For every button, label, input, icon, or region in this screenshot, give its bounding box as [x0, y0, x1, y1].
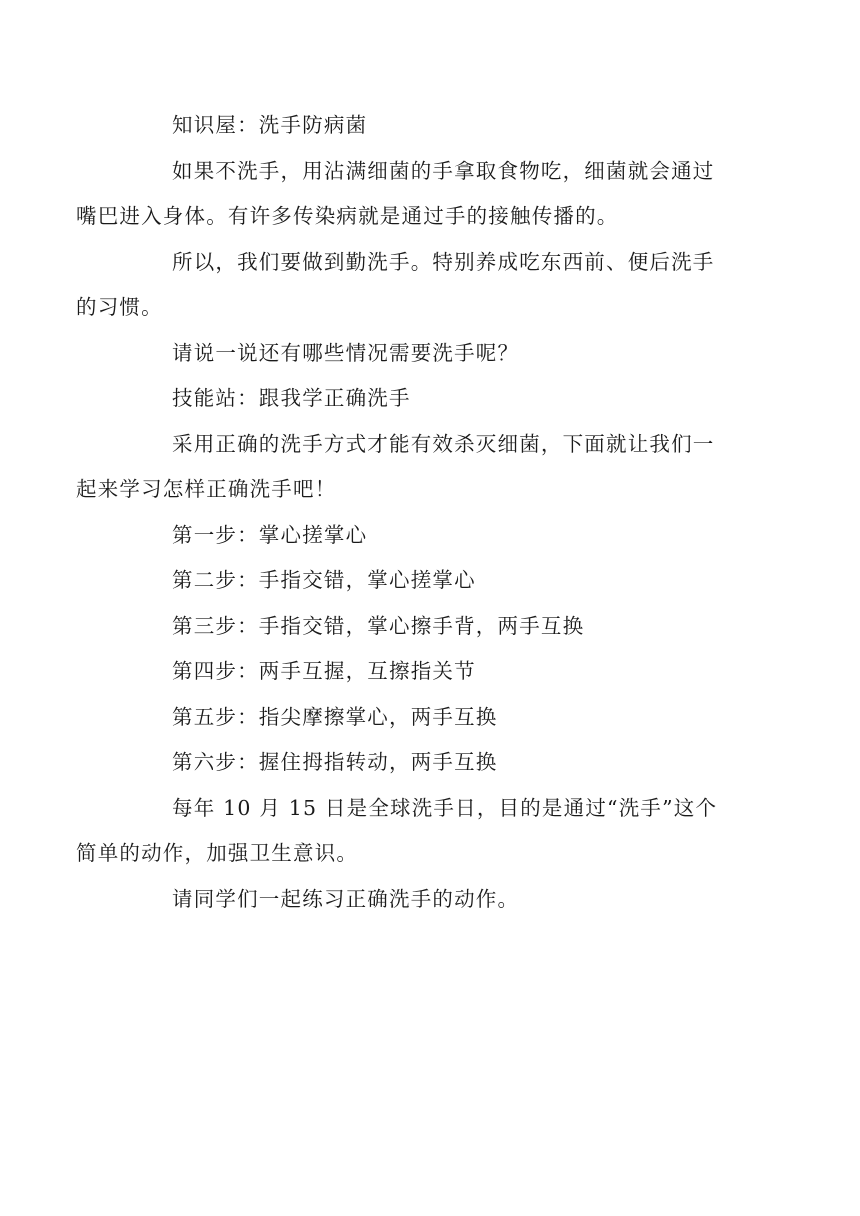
paragraph-handwashing-day: [76, 786, 748, 877]
heading-skill: [124, 376, 748, 422]
heading-knowledge: [124, 103, 748, 149]
text-line: 如果不洗手，用沾满细菌的手拿取食物吃，细菌就会通过: [172, 158, 715, 183]
text-line: 简单的动作，加强卫生意识。: [76, 841, 359, 865]
paragraph-question: [124, 331, 748, 377]
text-line: 第二步：手指交错，掌心搓掌心: [172, 568, 476, 592]
document-page: [76, 103, 748, 922]
text-line: 每年 10 月 15 日是全球洗手日，目的是通过“洗手”这个: [172, 795, 718, 820]
text-line: 请同学们一起练习正确洗手的动作。: [172, 886, 520, 911]
paragraph-germs: [76, 149, 748, 240]
text-line: 第一步：掌心搓掌心: [172, 522, 368, 547]
step-1: [124, 513, 748, 559]
text-line: 第四步：两手互握，互擦指关节: [172, 659, 476, 683]
paragraph-practice: [124, 877, 748, 923]
text-line: 第六步：握住拇指转动，两手互换: [172, 750, 498, 774]
step-2: [124, 558, 748, 604]
text-line: 请说一说还有哪些情况需要洗手呢？: [172, 340, 520, 365]
step-3: [124, 604, 748, 650]
text-line: 嘴巴进入身体。有许多传染病就是通过手的接触传播的。: [76, 204, 619, 228]
paragraph-intro: [76, 422, 748, 513]
text-line: 采用正确的洗手方式才能有效杀灭细菌，下面就让我们一: [172, 431, 715, 456]
text-line: 第五步：指尖摩擦掌心，两手互换: [172, 704, 498, 729]
step-4: [124, 649, 748, 695]
text-line: 知识屋：洗手防病菌: [172, 113, 368, 137]
step-6: [124, 740, 748, 786]
step-5: [124, 695, 748, 741]
text-line: 所以，我们要做到勤洗手。特别养成吃东西前、便后洗手: [172, 249, 715, 274]
text-line: 起来学习怎样正确洗手吧！: [76, 477, 337, 501]
text-line: 的习惯。: [76, 295, 163, 319]
text-line: 技能站：跟我学正确洗手: [172, 386, 411, 410]
text-line: 第三步：手指交错，掌心擦手背，两手互换: [172, 613, 585, 638]
paragraph-habit: [76, 240, 748, 331]
